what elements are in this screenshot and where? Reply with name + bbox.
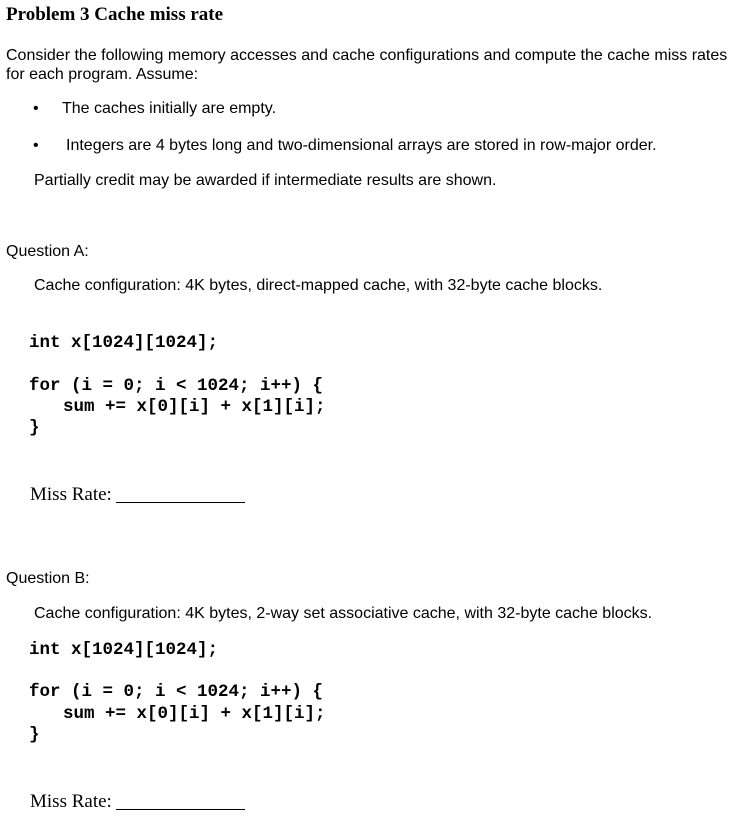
bullet-2-marker: • bbox=[33, 137, 39, 154]
question-b-miss-rate-blank[interactable] bbox=[116, 809, 245, 810]
question-a-heading: Question A: bbox=[6, 243, 89, 260]
question-a-code-declaration: int x[1024][1024]; bbox=[29, 333, 219, 353]
question-b-code-body: sum += x[0][i] + x[1][i]; bbox=[63, 704, 326, 724]
question-b-miss-rate-label: Miss Rate: bbox=[30, 791, 112, 812]
question-a-code-loop: for (i = 0; i < 1024; i++) { bbox=[29, 376, 324, 396]
question-b-code-close: } bbox=[29, 725, 40, 745]
bullet-1-marker: • bbox=[33, 100, 39, 117]
question-a-miss-rate-label: Miss Rate: bbox=[30, 484, 112, 505]
bullet-2-text: Integers are 4 bytes long and two-dimensional arrays are stored in row-major order. bbox=[66, 137, 657, 154]
question-b-code-declaration: int x[1024][1024]; bbox=[29, 640, 219, 660]
partial-credit-note: Partially credit may be awarded if intermediate results are shown. bbox=[34, 172, 497, 189]
question-b-code-loop: for (i = 0; i < 1024; i++) { bbox=[29, 682, 324, 702]
problem-title: Problem 3 Cache miss rate bbox=[6, 4, 224, 25]
question-a-cache-config: Cache configuration: 4K bytes, direct-mapped cache, with 32-byte cache blocks. bbox=[34, 277, 603, 294]
bullet-1-text: The caches initially are empty. bbox=[62, 100, 277, 117]
question-a-miss-rate-blank[interactable] bbox=[116, 502, 245, 503]
question-b-cache-config: Cache configuration: 4K bytes, 2-way set associative cache, with 32-byte cache blocks. bbox=[34, 605, 653, 622]
question-b-heading: Question B: bbox=[6, 570, 90, 587]
question-a-code-body: sum += x[0][i] + x[1][i]; bbox=[63, 397, 326, 417]
question-a-code-close: } bbox=[29, 418, 40, 438]
intro-paragraph: Consider the following memory accesses and cache configurations and compute the cache miss rates for each program. Assume: bbox=[6, 47, 728, 83]
